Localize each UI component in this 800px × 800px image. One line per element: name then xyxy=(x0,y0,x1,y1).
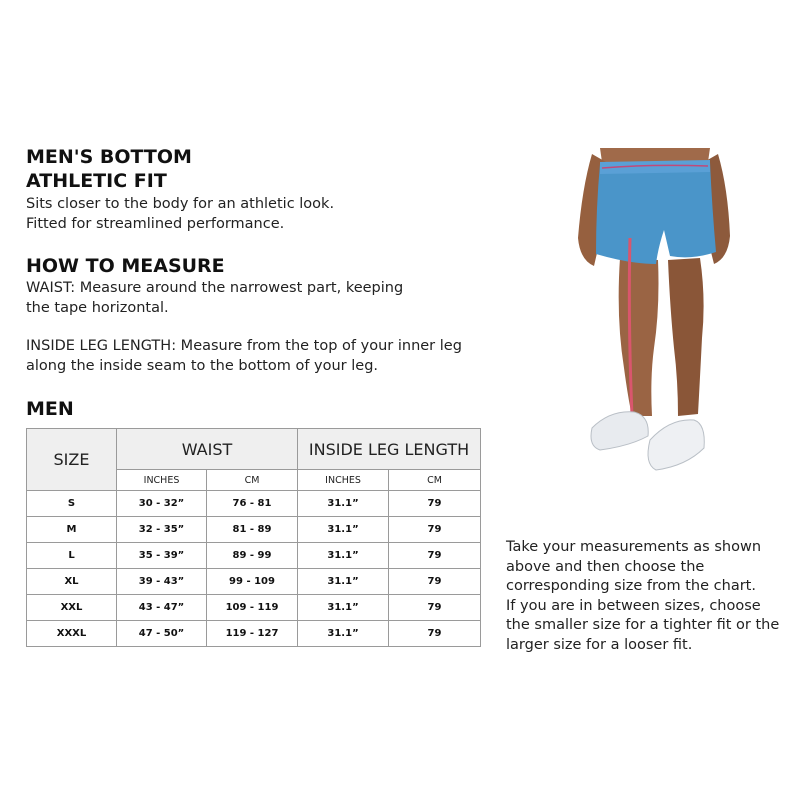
sizing-note-line5: the smaller size for a tighter fit or the xyxy=(506,617,780,633)
table-row xyxy=(27,491,481,517)
subheader-waist-cm: CM xyxy=(207,470,298,491)
cell-leg-inches: 31.1” xyxy=(298,543,389,569)
cell-waist-inches: 39 - 43” xyxy=(117,569,207,595)
title-athletic-fit: ATHLETIC FIT xyxy=(26,170,167,192)
table-row xyxy=(27,595,481,621)
cell-size: XXXL xyxy=(27,621,117,647)
cell-size: S xyxy=(27,491,117,517)
waist-instruction-line2: the tape horizontal. xyxy=(26,300,169,316)
subheader-waist-inches: INCHES xyxy=(117,470,207,491)
header-waist: WAIST xyxy=(117,429,298,470)
title-mens-bottom: MEN'S BOTTOM xyxy=(26,146,192,168)
torso-skin xyxy=(600,148,710,162)
cell-waist-inches: 43 - 47” xyxy=(117,595,207,621)
cell-leg-inches: 31.1” xyxy=(298,621,389,647)
sizing-note xyxy=(506,538,791,655)
right-leg xyxy=(668,258,704,416)
how-to-measure-title: HOW TO MEASURE xyxy=(26,255,225,277)
cell-size: L xyxy=(27,543,117,569)
table-row xyxy=(27,569,481,595)
right-shoe xyxy=(648,420,704,470)
header-inside-leg-length: INSIDE LEG LENGTH xyxy=(298,429,481,470)
size-chart-table xyxy=(26,428,481,647)
cell-leg-cm: 79 xyxy=(389,491,481,517)
men-title: MEN xyxy=(26,398,74,420)
table-row xyxy=(27,517,481,543)
cell-waist-inches: 32 - 35” xyxy=(117,517,207,543)
sizing-note-line3: corresponding size from the chart. xyxy=(506,578,756,594)
table-row xyxy=(27,543,481,569)
subheader-leg-cm: CM xyxy=(389,470,481,491)
left-shoe xyxy=(591,412,648,450)
cell-leg-inches: 31.1” xyxy=(298,569,389,595)
cell-leg-cm: 79 xyxy=(389,621,481,647)
cell-waist-cm: 109 - 119 xyxy=(207,595,298,621)
sizing-note-line4: If you are in between sizes, choose xyxy=(506,597,761,614)
cell-waist-inches: 47 - 50” xyxy=(117,621,207,647)
cell-waist-cm: 76 - 81 xyxy=(207,491,298,517)
cell-waist-inches: 35 - 39” xyxy=(117,543,207,569)
fit-description-line1: Sits closer to the body for an athletic look. xyxy=(26,196,335,212)
table-row xyxy=(27,621,481,647)
sizing-note-line1: Take your measurements as shown xyxy=(506,539,762,555)
subheader-leg-inches: INCHES xyxy=(298,470,389,491)
cell-leg-cm: 79 xyxy=(389,517,481,543)
cell-waist-cm: 119 - 127 xyxy=(207,621,298,647)
cell-leg-inches: 31.1” xyxy=(298,491,389,517)
leg-instruction-line2: along the inside seam to the bottom of your leg. xyxy=(26,358,379,374)
cell-leg-cm: 79 xyxy=(389,569,481,595)
sizing-note-line2: above and then choose the xyxy=(506,558,705,575)
sizing-note-line6: larger size for a looser fit. xyxy=(506,636,693,653)
model-wearing-shorts-illustration xyxy=(570,148,740,488)
leg-instruction-line1: INSIDE LEG LENGTH: Measure from the top of your inner leg xyxy=(26,338,462,354)
cell-leg-inches: 31.1” xyxy=(298,595,389,621)
cell-leg-inches: 31.1” xyxy=(298,517,389,543)
cell-waist-cm: 89 - 99 xyxy=(207,543,298,569)
cell-leg-cm: 79 xyxy=(389,595,481,621)
cell-waist-inches: 30 - 32” xyxy=(117,491,207,517)
cell-size: XL xyxy=(27,569,117,595)
waist-instruction-line1: WAIST: Measure around the narrowest part, keeping xyxy=(26,280,404,296)
cell-waist-cm: 99 - 109 xyxy=(207,569,298,595)
cell-size: M xyxy=(27,517,117,543)
fit-description-line2: Fitted for streamlined performance. xyxy=(26,216,285,232)
left-leg xyxy=(619,258,659,416)
header-size: SIZE xyxy=(27,429,117,491)
cell-waist-cm: 81 - 89 xyxy=(207,517,298,543)
shorts xyxy=(596,162,716,264)
cell-size: XXL xyxy=(27,595,117,621)
cell-leg-cm: 79 xyxy=(389,543,481,569)
